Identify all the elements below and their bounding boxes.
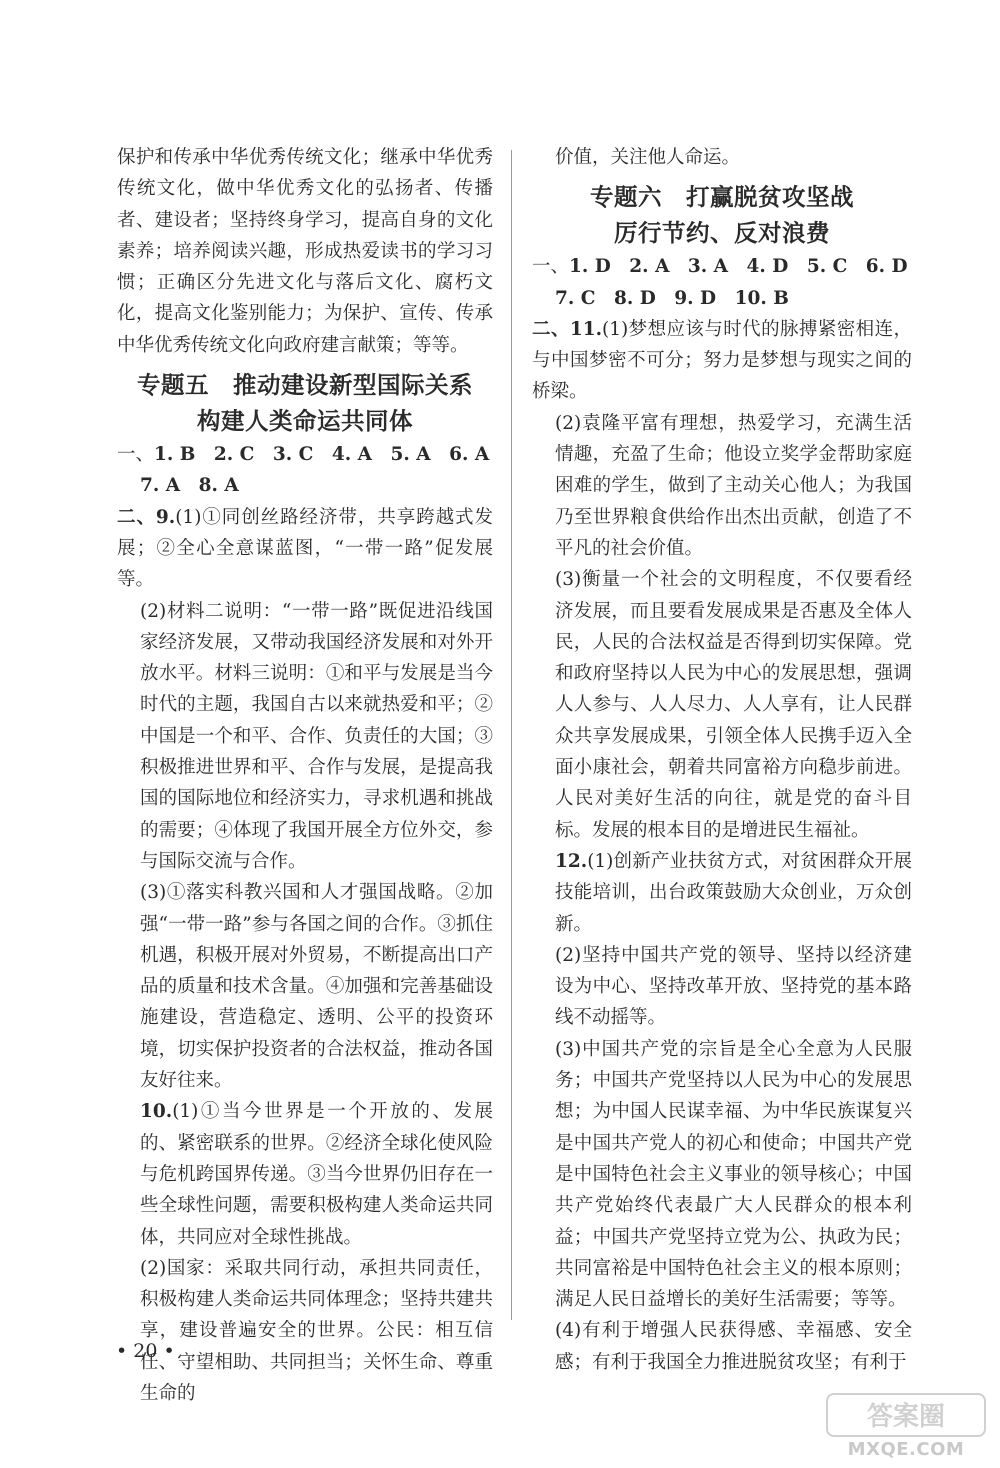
section-title-6-line2: 厉行节约、反对浪费 <box>614 219 830 248</box>
q9-part1-text: (1)①同创丝路经济带，共享跨越式发展；②全心全意谋蓝图，“一带一路”促发展等。 <box>117 506 493 591</box>
q12-part1 <box>532 846 912 940</box>
mc-answers-6-line2 <box>532 283 912 314</box>
q12-part1-text: (1)创新产业扶贫方式，对贫困群众开展技能培训，出台政策鼓励大众创业，万众创新。 <box>555 850 912 935</box>
q10-number: 10. <box>140 1101 173 1123</box>
q11-number: 二、11. <box>532 318 603 340</box>
mc-answers-5-line2 <box>117 470 493 501</box>
section-title-5-line2: 构建人类命运共同体 <box>197 407 413 436</box>
mc-answers-line2: 7. C 8. D 9. D 10. B <box>555 287 789 309</box>
mc-prefix: 一、 <box>532 256 570 278</box>
watermark-url: MXQE.COM <box>847 1439 965 1460</box>
svg-text:答案圈: 答案圈 <box>866 1402 946 1432</box>
q11-part1-text: (1)梦想应该与时代的脉搏紧密相连，与中国梦密不可分；努力是梦想与现实之间的桥梁。 <box>532 318 912 403</box>
q10-part1 <box>117 1096 493 1252</box>
q9-part3: (3)①落实科教兴国和人才强国战略。②加强“一带一路”参与各国之间的合作。③抓住机遇，积极开展对外贸易，不断提高出口产品的质量和技术含量。④加强和完善基础设施建设，营造稳定、透明、公平的投资环境，切实保护投资者的合法权益，推动各国友好往来。 <box>140 882 493 1092</box>
q11-part2: (2)袁隆平富有理想，热爱学习，充满生活情趣，充盈了生命；他设立奖学金帮助家庭困难的学生，做到了主动关心他人；为我国乃至世界粮食供给作出杰出贡献，创造了不平凡的社会价值。 <box>555 412 912 559</box>
q11-part3: (3)衡量一个社会的文明程度，不仅要看经济发展，而且要看发展成果是否惠及全体人民，人民的合法权益是否得到切实保障。党和政府坚持以人民为中心的发展思想，强调人人参与、人人尽力、人人享有，让人民群众共享发展成果，引领全体人民携手迈入全面小康社会，朝着共同富裕方向稳步前进。人民对美好生活的向往，就是党的奋斗目标。发展的根本目的是增进民生福祉。 <box>555 569 912 841</box>
mc-answers-line1: 1. D 2. A 3. A 4. D 5. C 6. D <box>569 256 908 278</box>
q10-part2: (2)国家：采取共同行动，承担共同责任，积极构建人类命运共同体理念；坚持共建共享，建设普遍安全的世界。公民：相互信任、守望相助、共同担当；关怀生命、尊重生命的 <box>140 1257 493 1404</box>
right-column <box>532 142 912 1378</box>
mc-answers-line2: 7. A 8. A <box>140 475 239 497</box>
q9-number: 二、9. <box>117 506 176 528</box>
q9-part2: (2)材料二说明：“一带一路”既促进沿线国家经济发展，又带动我国经济发展和对外开放水平。材料三说明：①和平与发展是当今时代的主题，我国自古以来就热爱和平；②中国是一个和平、合作、负责任的大国；③积极推进世界和平、合作与发展，是提高我国的国际地位和经济实力，寻求机遇和挑战的需要；④体现了我国开展全方位外交，参与国际交流与合作。 <box>140 600 493 872</box>
q12-number: 12. <box>555 850 588 872</box>
q12-part4: (4)有利于增强人民获得感、幸福感、安全感；有利于我国全力推进脱贫攻坚；有利于 <box>555 1320 912 1373</box>
q9-part1 <box>117 502 493 596</box>
watermark-logo-icon <box>826 1393 986 1437</box>
section-title-5-line1: 专题五 推动建设新型国际关系 <box>137 371 473 400</box>
left-column <box>117 142 493 1409</box>
q12-part2: (2)坚持中国共产党的领导、坚持以经济建设为中心、坚持改革开放、坚持党的基本路线不动摇等。 <box>555 944 912 1029</box>
q12-part3: (3)中国共产党的宗旨是全心全意为人民服务；中国共产党坚持以人民为中心的发展思想；为中国人民谋幸福、为中华民族谋复兴是中国共产党人的初心和使命；中国共产党是中国特色社会主义事业的领导核心；中国共产党始终代表最广大人民群众的根本利益；中国共产党坚持立党为公、执政为民；共同富裕是中国特色社会主义的根本原则；满足人民日益增长的美好生活需要；等等。 <box>555 1038 912 1311</box>
watermark <box>826 1393 986 1465</box>
intro-paragraph: 保护和传承中华优秀传统文化；继承中华优秀传统文化，做中华优秀文化的弘扬者、传播者、建设者；坚持终身学习，提高自身的文化素养；培养阅读兴趣，形成热爱读书的学习习惯；正确区分先进文化与落后文化、腐朽文化，提高文化鉴别能力；为保护、宣传、传承中华优秀传统文化向政府建言献策；等等。 <box>117 147 493 356</box>
mc-answers-line1: 1. B 2. C 3. C 4. A 5. A 6. A <box>154 444 490 466</box>
mc-answers-6 <box>532 251 912 282</box>
mc-prefix: 一、 <box>117 444 155 466</box>
q10-part1-text: (1)①当今世界是一个开放的、发展的、紧密联系的世界。②经济全球化使风险与危机跨国界传递。③当今世界仍旧存在一些全球性问题，需要积极构建人类命运共同体，共同应对全球性挑战。 <box>140 1101 493 1248</box>
column-divider <box>511 150 512 1320</box>
mc-answers-5 <box>117 439 493 470</box>
q11-part1 <box>532 314 912 408</box>
section-title-6-line1: 专题六 打赢脱贫攻坚战 <box>590 183 854 212</box>
page-number: • 20 • <box>116 1340 175 1362</box>
intro-continuation: 价值，关注他人命运。 <box>555 147 741 168</box>
